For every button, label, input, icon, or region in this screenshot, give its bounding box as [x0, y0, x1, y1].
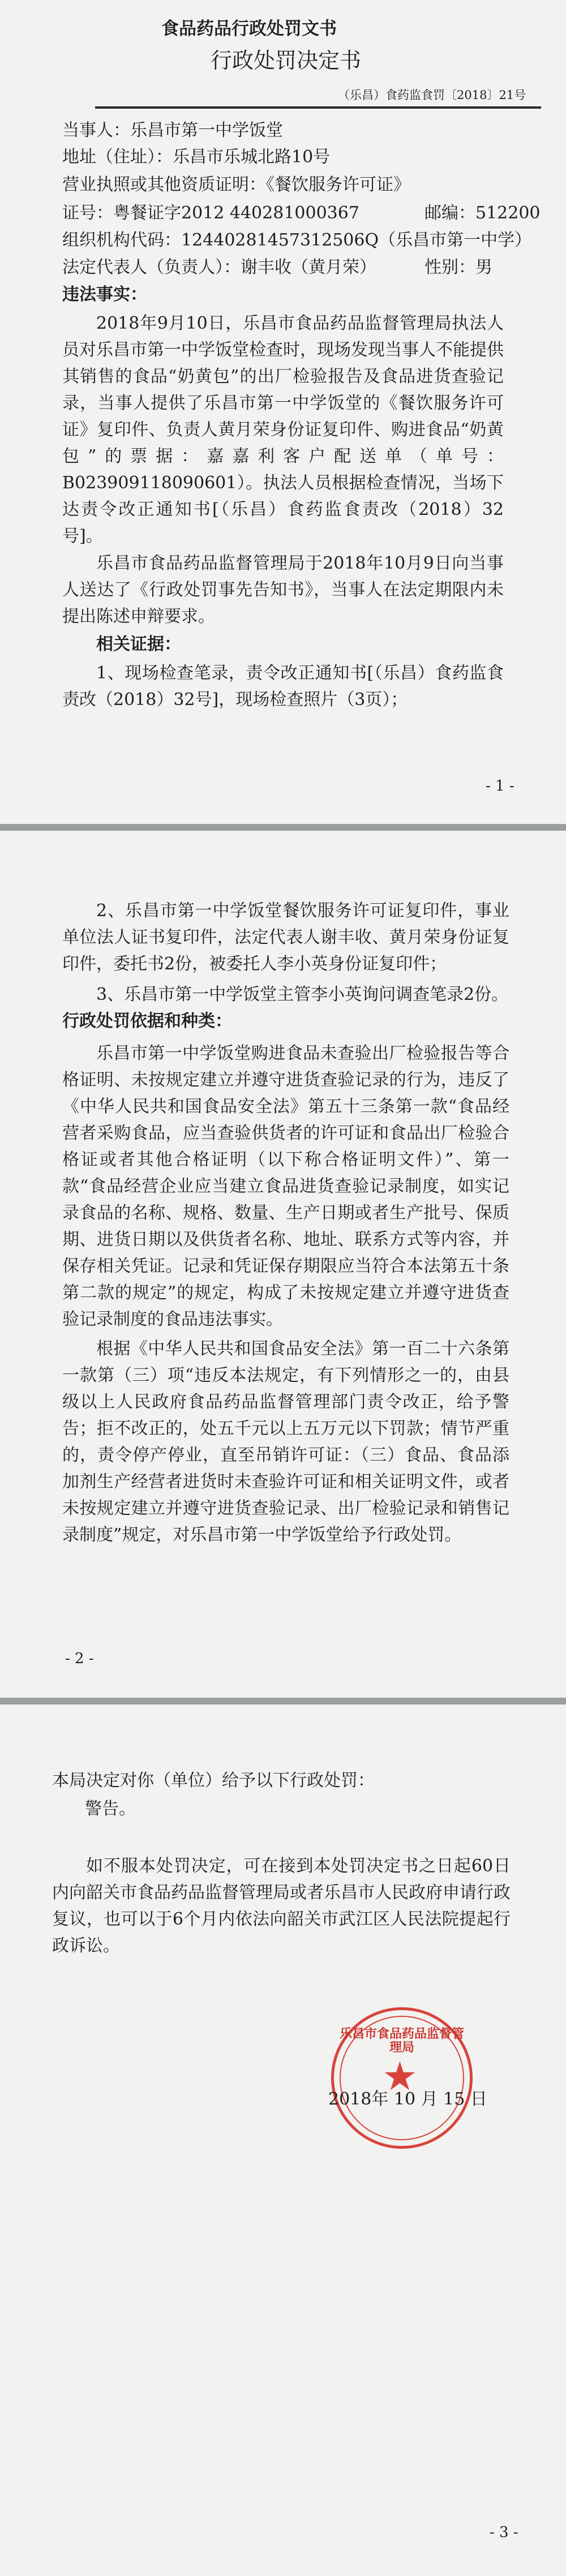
- basis-paragraph-2: 根据《中华人民共和国食品安全法》第一百二十六条第一款第（三）项“违反本法规定，有下列情形之一的，由县级以上人民政府食品药品监督管理部门责令改正，给予警告；拒不改正的，处五千元以上五万元以下罚款；情节严重的，责令停产停业，直至吊销许可证：（三）食品、食品添加剂生产经营者进货时未查验许可证和相关证明文件，或者未按规定建立并遵守进货查验记录、出厂检验记录和销售记录制度”规定，对乐昌市第一中学饭堂给予行政处罚。: [62, 1339, 509, 1545]
- evidence-item-2: 2、乐昌市第一中学饭堂餐饮服务许可证复印件，事业单位法人证书复印件，法定代表人谢丰收、黄月荣身份证复印件，委托书2份，被委托人李小英身份证复印件；: [62, 901, 509, 974]
- penalty-type: 警告。: [85, 1799, 136, 1819]
- gender: 性别：男: [424, 257, 492, 277]
- party-address: 地址（住址）：乐昌市乐城北路10号: [62, 147, 331, 167]
- official-seal: [331, 2007, 473, 2149]
- party-name: 当事人：乐昌市第一中学饭堂: [62, 121, 283, 140]
- evidence-item-3: 3、乐昌市第一中学饭堂主管李小英询问调查笔录2份。: [96, 985, 509, 1004]
- basis-paragraph-1: 乐昌市第一中学饭堂购进食品未查验出厂检验报告等合格证明、未按规定建立并遵守进货查验记录的行为，违反了《中华人民共和国食品安全法》第五十三条第一款“食品经营者采购食品，应当查验供货者的许可证和食品出厂检验合格证或者其他合格证明（以下称合格证明文件）”、第一款“食品经营企业应当建立食品进货查验记录制度，如实记录食品的名称、规格、数量、生产日期或者生产批号、保质期、进货日期以及供货者名称、地址、联系方式等内容，并保存相关凭证。记录和凭证保存期限应当符合本法第五十条第二款的规定”的规定，构成了未按规定建立并遵守进货查验记录制度的食品违法事实。: [62, 1044, 509, 1329]
- document-page-3: [0, 1705, 566, 2576]
- evidence-heading: 相关证据：: [96, 634, 181, 654]
- license-type: 营业执照或其他资质证明：《餐饮服务许可证》: [62, 175, 410, 195]
- evidence-item-1: 1、现场检查笔录，责令改正通知书[（乐昌）食药监食责改（2018）32号]，现场检查照片（3页）；: [62, 663, 504, 710]
- decision-date: 2018年 10 月 15 日: [328, 2089, 487, 2109]
- seal-star-icon: ★: [382, 2053, 418, 2100]
- facts-paragraph-1: 2018年9月10日，乐昌市食品药品监督管理局执法人员对乐昌市第一中学饭堂检查时，现场发现当事人不能提供其销售的食品“奶黄包”的出厂检验报告及食品进货查验记录，当事人提供了乐昌市第一中学饭堂的《餐饮服务许可证》复印件、负责人黄月荣身份证复印件、购进食品“奶黄包”的票据：嘉嘉利客户配送单（单号：B023909118090601）。执法人员根据检查情况，当场下达责令改正通知书[（乐昌）食药监食责改（2018）32号]。: [62, 314, 504, 546]
- document-header-title: 食品药品行政处罚文书: [161, 19, 337, 39]
- page-number: - 1 -: [486, 778, 514, 795]
- postcode: 邮编：512200: [424, 203, 541, 223]
- seal-lettering: 乐昌市食品药品监督管理局: [340, 2027, 465, 2055]
- page-number: - 3 -: [490, 2524, 518, 2541]
- page-number: - 2 -: [65, 1650, 94, 1667]
- document-main-title: 行政处罚决定书: [211, 48, 362, 73]
- document-page-2: [0, 831, 566, 1698]
- facts-heading: 违法事实：: [62, 285, 147, 304]
- appeal-paragraph: 如不服本处罚决定，可在接到本处罚决定书之日起60日内向韶关市食品药品监督管理局或者乐昌市人民政府申请行政复议，也可以于6个月内依法向韶关市武江区人民法院提起行政诉讼。: [52, 1856, 511, 1956]
- license-number: 证号：粤餐证字2012 440281000367: [62, 203, 359, 223]
- facts-paragraph-2: 乐昌市食品药品监督管理局于2018年10月9日向当事人送达了《行政处罚事先告知书》，当事人在法定期限内未提出陈述申辩要求。: [62, 553, 504, 626]
- legal-representative: 法定代表人（负责人）：谢丰收（黄月荣）: [62, 257, 376, 277]
- header-rule: [95, 106, 541, 109]
- decision-statement: 本局决定对你（单位）给予以下行政处罚：: [52, 1771, 375, 1791]
- document-page-1: [0, 0, 566, 824]
- document-number: （乐昌）食药监食罚〔2018〕21号: [338, 88, 526, 102]
- organization-code: 组织机构代码：12440281457312506Q（乐昌市第一中学）: [62, 230, 532, 250]
- basis-heading: 行政处罚依据和种类：: [62, 1011, 232, 1031]
